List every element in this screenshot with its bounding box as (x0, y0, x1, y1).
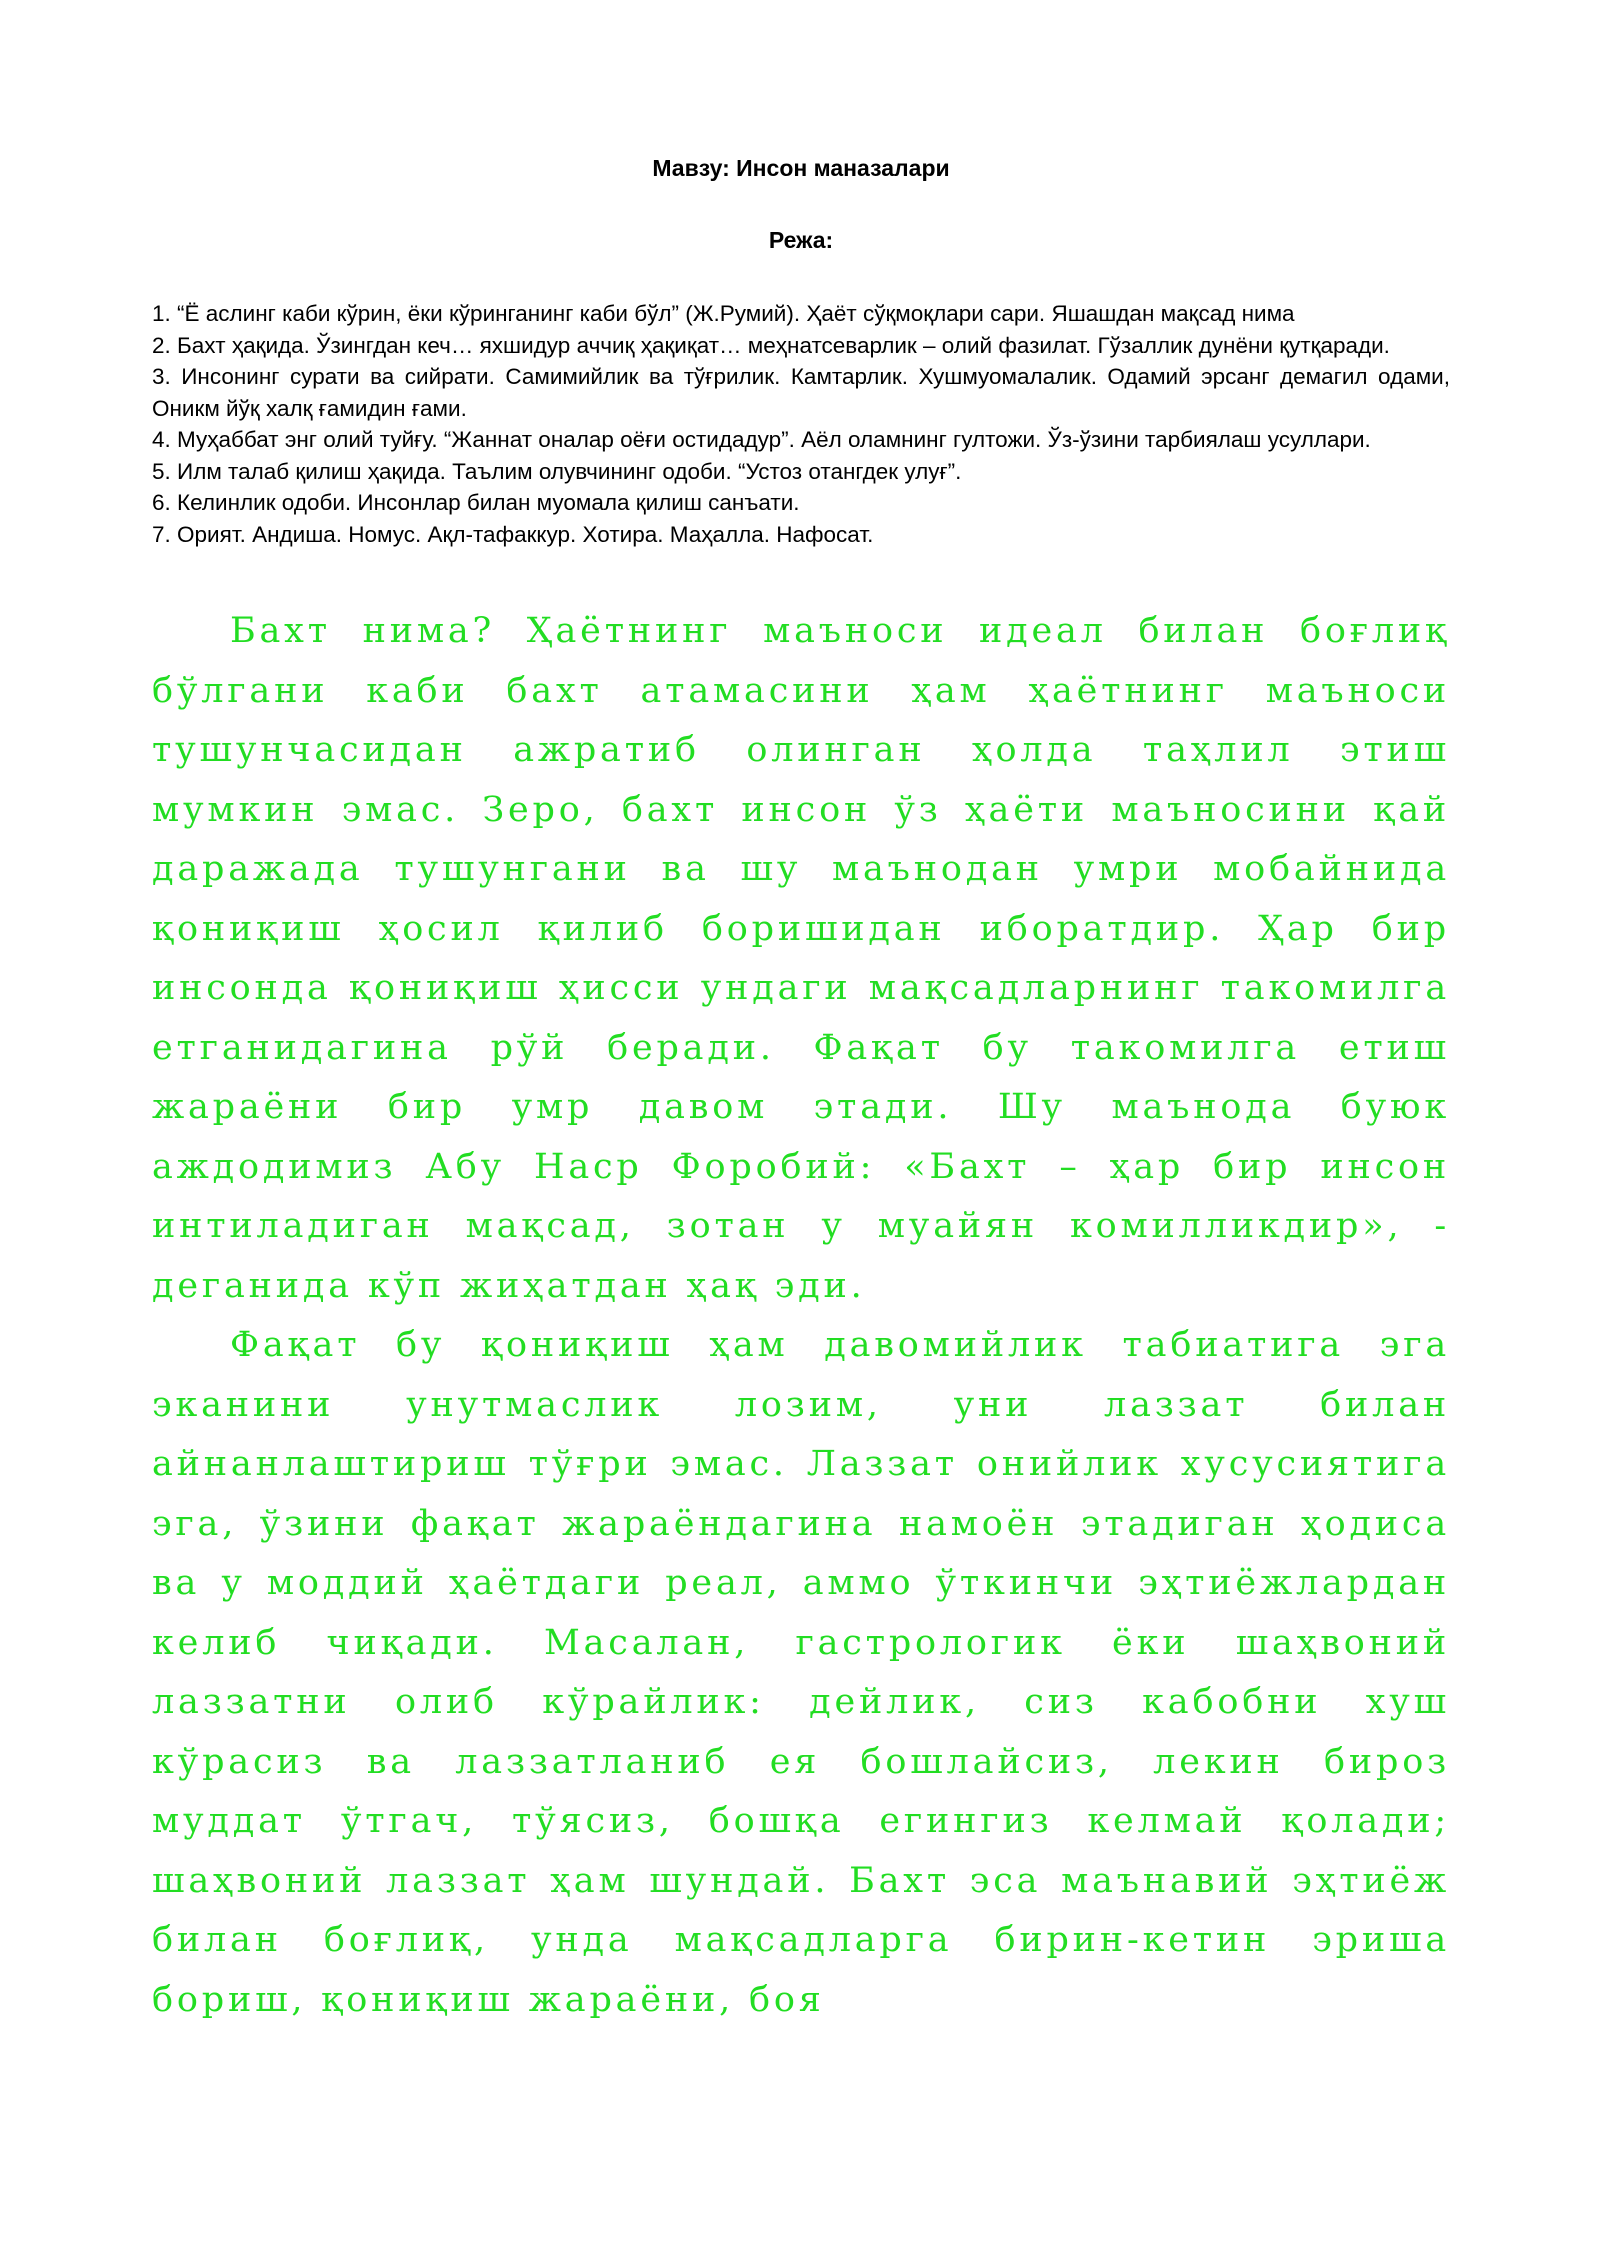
body-text (152, 602, 1450, 2030)
plan-item: 7. Орият. Андиша. Номус. Ақл-тафаккур. Хотира. Маҳалла. Нафосат. (152, 521, 874, 547)
plan-item: 5. Илм талаб қилиш ҳақида. Таълим олувчининг одоби. “Устоз отангдек улуғ”. (152, 458, 962, 484)
plan-heading: Режа: (768, 227, 834, 253)
plan-item: 6. Келинлик одоби. Инсонлар билан муомала қилиш санъати. (152, 490, 800, 515)
plan-item: 4. Муҳаббат энг олий туйғу. “Жаннат оналар оёғи остидадур”. Аёл оламнинг гултожи. Ўз-ўзини тарбиялаш усуллари. (152, 427, 1371, 452)
plan-item: 2. Бахт ҳақида. Ўзингдан кеч… яхшидур аччиқ ҳақиқат… меҳнатсеварлик – олий фазилат. Гўзаллик дунёни қутқаради. (152, 332, 1390, 358)
body-paragraph: Фақат бу қониқиш ҳам давомийлик табиатига эга эканини унутмаслик лозим, уни лаззат билан айнанлаштириш тўғри эмас. Лаззат онийлик хусусиятига эга, ўзини фақат жараёндагина намоён этадиган ҳодиса ва у моддий ҳаётдаги реал, аммо ўткинчи эҳтиёжлардан келиб чиқади. Масалан, гастрологик ёки шаҳвоний лаззатни олиб кўрайлик: дейлик, сиз кабобни хуш кўрасиз ва лаззатланиб ея бошлайсиз, лекин бироз муддат ўтгач, тўясиз, бошқа егингиз келмай қолади; шаҳвоний лаззат ҳам шундай. Бахт эса маънавий эҳтиёж билан боғлиқ, унда мақсадларга бирин-кетин эриша бориш, қониқиш жараёни, боя (152, 1325, 1450, 2020)
plan-item: 3. Инсонинг сурати ва сийрати. Самимийлик ва тўғрилик. Камтарлик. Хушмуомалалик. Одамий эрсанг демагил одами, Оникм йўқ халқ ғамидин ғами. (152, 364, 1450, 421)
body-paragraph: Бахт нима? Ҳаётнинг маъноси идеал билан боғлиқ бўлгани каби бахт атамасини ҳам ҳаётнинг маъноси тушунчасидан ажратиб олинган ҳолда таҳлил этиш мумкин эмас. Зеро, бахт инсон ўз ҳаёти маъносини қай даражада тушунгани ва шу маънодан умри мобайнида қониқиш ҳосил қилиб боришидан иборатдир. Ҳар бир инсонда қониқиш ҳисси ундаги мақсадларнинг такомилга етганидагина рўй беради. Фақат бу такомилга етиш жараёни бир умр давом этади. Шу маънода буюк аждодимиз Абу Наср Форобий: «Бахт – ҳар бир инсон интиладиган мақсад, зотан у муайян комилликдир», - деганида кўп жиҳатдан ҳақ эди. (152, 611, 1450, 1306)
plan-item: 1. “Ё аслинг каби кўрин, ёки кўринганинг каби бўл” (Ж.Румий). Ҳаёт сўқмоқлари сари. Яшашдан мақсад нима (152, 301, 1295, 326)
document-title: Мавзу: Инсон маназалари (652, 155, 950, 181)
plan-list (152, 298, 1450, 550)
